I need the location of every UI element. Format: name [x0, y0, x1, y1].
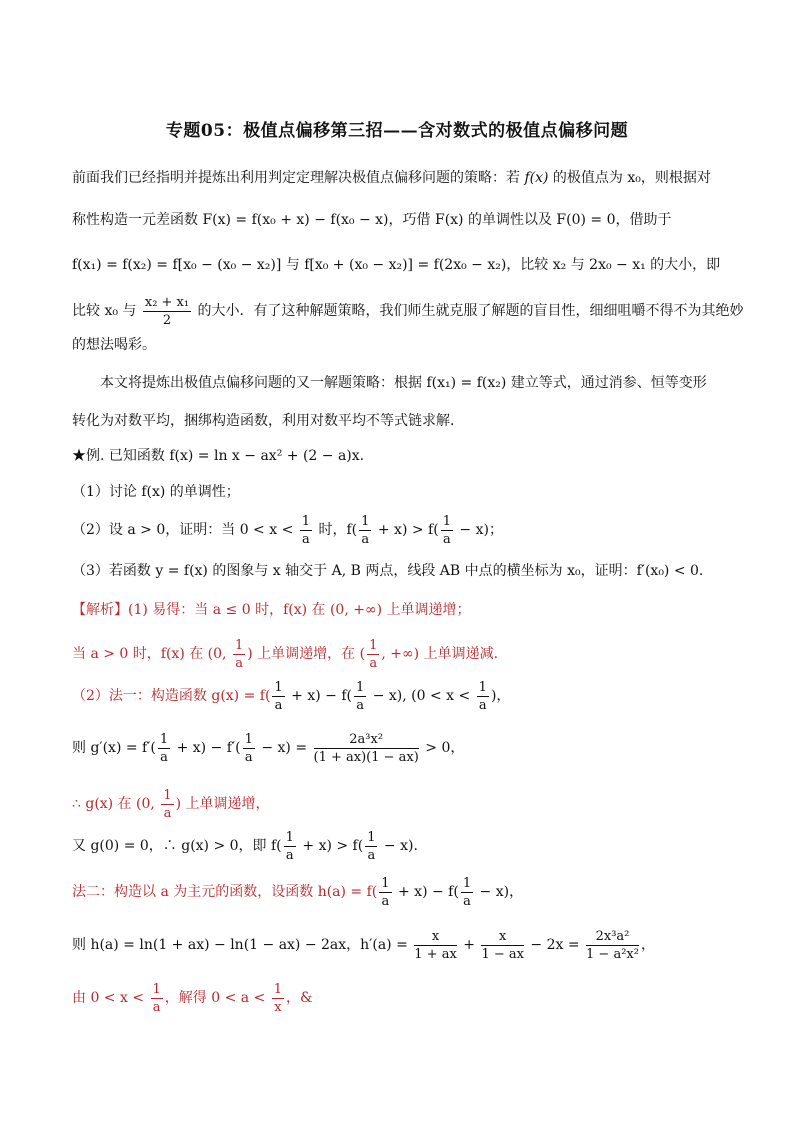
solution-text: (1) 易得：当 a ≤ 0 时，f(x) 在 (0, +∞) 上单调递增；	[128, 602, 471, 618]
solution-text: , +∞) 上单调递减.	[381, 646, 499, 662]
solution-text: ) 上单调递增，	[175, 796, 270, 812]
solution-text: 由 0 < x <	[72, 990, 149, 1006]
fraction	[586, 928, 639, 963]
q2-text: + x) > f(	[373, 522, 439, 538]
fraction-denominator: a	[478, 697, 487, 713]
fraction	[461, 875, 473, 910]
fraction-numerator: 1	[355, 679, 365, 695]
intro-line-5: 的想法喝彩。	[72, 337, 156, 353]
solution-tag: 【解析】	[72, 602, 128, 618]
fraction	[481, 928, 524, 963]
intro-line-4	[72, 291, 744, 331]
fraction-numerator: 1	[163, 787, 172, 803]
fraction-denominator: a	[274, 697, 283, 713]
fraction-denominator: a	[381, 893, 390, 909]
fraction-denominator: a	[285, 847, 294, 863]
fraction-numerator: 1	[244, 731, 253, 747]
solution-text: − x)，	[475, 884, 524, 900]
fraction	[359, 513, 371, 548]
intro-line-3: f(x₁) = f(x₂) = f[x₀ − (x₀ − x₂)] 与 f[x₀ + (x₀ − x₂)] = f(2x₀ − x₂)，比较 x₂ 与 2x₀ − x₁ 的大小，即	[72, 257, 721, 273]
fraction	[158, 731, 170, 766]
method-2-line-1	[72, 872, 724, 912]
solution-text: − 2x =	[525, 937, 585, 953]
solution-text: ∴ g(x) 在 (0,	[72, 796, 160, 812]
solution-text: + x) − f(	[286, 688, 352, 704]
fraction-numerator: x	[414, 928, 457, 946]
fraction-denominator: a	[369, 655, 378, 671]
solution-text: 则 g′(x) = f′(	[72, 740, 156, 756]
solution-text: − x).	[379, 838, 418, 854]
fraction	[314, 731, 419, 766]
method-1-line-1	[72, 676, 724, 716]
intro-text: 的极值点为 x₀，则根据对	[548, 170, 711, 186]
solution-text: 又 g(0) = 0，∴ g(x) > 0，即 f(	[72, 838, 282, 854]
q2-text: （2）设 a > 0，证明：当 0 < x <	[72, 522, 298, 538]
fraction-numerator: 1	[301, 513, 311, 529]
fraction	[379, 875, 391, 910]
solution-text: +	[458, 937, 480, 953]
solution-part-1b	[72, 634, 724, 674]
question-1: （1）讨论 f(x) 的单调性；	[72, 484, 240, 500]
solution-text: )，	[490, 688, 511, 704]
fraction-denominator: a	[152, 999, 161, 1015]
fraction-numerator: 1	[274, 679, 283, 695]
intro-text: 比较 x₀ 与	[72, 303, 141, 319]
question-3: （3）若函数 y = f(x) 的图象与 x 轴交于 A, B 两点，线段 AB 中点的横坐标为 x₀，证明：f′(x₀) < 0.	[72, 563, 704, 579]
solution-text: ) 上单调递增，在 (	[247, 646, 366, 662]
fraction-denominator: 2	[162, 312, 172, 328]
fraction-numerator: 1	[442, 513, 451, 529]
intro-line-1	[72, 168, 724, 188]
fraction	[300, 513, 312, 548]
intro-text: 前面我们已经指明并提炼出利用判定定理解决极值点偏移问题的策略：若	[72, 170, 525, 186]
fraction-numerator: 1	[159, 731, 169, 747]
fraction-numerator: 1	[369, 637, 378, 653]
method-2-line-2	[72, 925, 724, 965]
method-1-line-4	[72, 826, 724, 866]
fraction-denominator: 1 + ax	[414, 946, 457, 962]
solution-text: + x) > f(	[297, 838, 364, 854]
fraction-denominator: a	[463, 893, 471, 909]
fraction	[151, 981, 163, 1016]
solution-text: ，解得 0 < a <	[164, 990, 270, 1006]
solution-text: 当 a > 0 时，f(x) 在 (0,	[72, 646, 231, 662]
method-1-line-2	[72, 728, 724, 768]
method-2-line-3	[72, 978, 724, 1018]
fraction-denominator: a	[361, 531, 370, 547]
fraction-denominator: a	[302, 531, 310, 547]
fraction	[441, 513, 453, 548]
fraction-numerator: 2a³x²	[314, 731, 419, 749]
intro-line-2: 称性构造一元差函数 F(x) = f(x₀ + x) − f(x₀ − x)，巧借 F(x) 的单调性以及 F(0) = 0，借助于	[72, 212, 672, 228]
fraction	[365, 829, 377, 864]
solution-text: > 0，	[420, 740, 465, 756]
fraction	[414, 928, 457, 963]
method-1-line-3	[72, 784, 724, 824]
intro-text: 的大小．有了这种解题策略，我们师生就克服了解题的盲目性，细细咀嚼不得不为其绝妙	[193, 303, 744, 319]
fraction-denominator: a	[235, 655, 243, 671]
fraction-numerator: 1	[361, 513, 370, 529]
solution-part-1	[72, 600, 724, 620]
fraction-denominator: a	[356, 697, 364, 713]
math-fx: f(x)	[524, 170, 549, 186]
fraction-numerator: 1	[285, 829, 294, 845]
fraction	[477, 679, 489, 714]
fraction	[284, 829, 296, 864]
fraction-denominator: a	[244, 749, 253, 765]
fraction-denominator: a	[160, 749, 168, 765]
fraction-numerator: x₂ + x₁	[144, 294, 190, 310]
fraction-numerator: 1	[478, 679, 487, 695]
page-title: 专题05：极值点偏移第三招——含对数式的极值点偏移问题	[165, 121, 629, 141]
q2-text: 时，f(	[314, 522, 358, 538]
fraction-denominator: a	[442, 531, 451, 547]
fraction-denominator: 1 − ax	[481, 946, 524, 962]
solution-text: （2）法一：构造函数 g(x) = f(	[72, 688, 271, 704]
question-2	[72, 510, 724, 550]
fraction	[243, 731, 255, 766]
fraction-numerator: 1	[152, 981, 161, 997]
solution-text: − x) =	[256, 740, 312, 756]
solution-text: + x) − f(	[393, 884, 459, 900]
fraction	[143, 294, 191, 329]
solution-text: 法二：构造以 a 为主元的函数，设函数 h(a) = f(	[72, 884, 378, 900]
solution-text: ，&	[286, 990, 313, 1006]
fraction-numerator: 1	[273, 981, 283, 997]
fraction-denominator: 1 − a²x²	[586, 946, 639, 962]
fraction-numerator: 1	[367, 829, 376, 845]
fraction-denominator: x	[274, 999, 282, 1015]
solution-text: ，	[640, 937, 655, 953]
fraction	[272, 981, 284, 1016]
fraction-numerator: 1	[234, 637, 244, 653]
fraction-denominator: a	[163, 805, 172, 821]
fraction-denominator: a	[367, 847, 376, 863]
para2-line-1: 本文将提炼出极值点偏移问题的又一解题策略：根据 f(x₁) = f(x₂) 建立等式，通过消参、恒等变形	[100, 375, 707, 391]
fraction	[354, 679, 366, 714]
q2-text: − x)；	[454, 522, 503, 538]
fraction	[161, 787, 173, 822]
solution-text: − x), (0 < x <	[368, 688, 475, 704]
fraction-numerator: 1	[381, 875, 390, 891]
fraction	[272, 679, 284, 714]
fraction-numerator: 2x³a²	[586, 928, 639, 946]
para2-line-2: 转化为对数平均，捆绑构造函数，利用对数平均不等式链求解．	[72, 413, 464, 429]
example-heading: ★例. 已知函数 f(x) = ln x − ax² + (2 − a)x.	[72, 448, 365, 464]
fraction-numerator: 1	[462, 875, 472, 891]
solution-text: 则 h(a) = ln(1 + ax) − ln(1 − ax) − 2ax，h′(a) =	[72, 937, 413, 953]
fraction-numerator: x	[481, 928, 524, 946]
fraction	[367, 637, 379, 672]
solution-text: + x) − f′(	[172, 740, 241, 756]
fraction-denominator: (1 + ax)(1 − ax)	[313, 749, 419, 765]
fraction	[233, 637, 245, 672]
